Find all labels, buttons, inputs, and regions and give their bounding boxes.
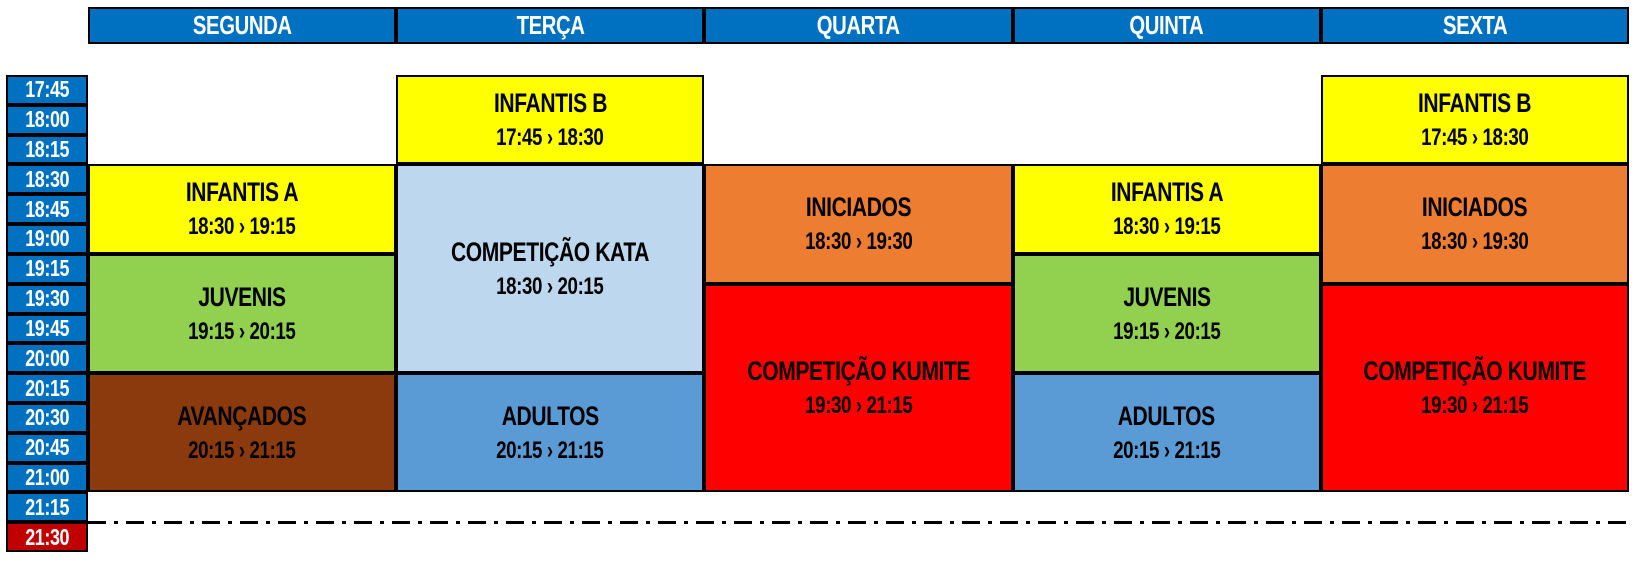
time-slot-20-00 bbox=[6, 343, 88, 373]
time-slot-20-45 bbox=[6, 433, 88, 463]
class-name: JUVENIS bbox=[198, 281, 286, 312]
class-time: 19:30 › 21:15 bbox=[804, 392, 913, 420]
class-time: 19:15 › 20:15 bbox=[188, 317, 296, 345]
class-time: 19:30 › 21:15 bbox=[1421, 392, 1529, 420]
time-slot-18-45 bbox=[6, 194, 88, 224]
class-block-quinta-infantis-a bbox=[1013, 164, 1321, 253]
class-name: AVANÇADOS bbox=[177, 400, 307, 431]
time-slot-label: 20:30 bbox=[25, 404, 69, 431]
day-header-sexta bbox=[1321, 7, 1629, 44]
class-block-sexta-iniciados bbox=[1321, 164, 1629, 283]
class-block-sexta-infantis-b bbox=[1321, 75, 1629, 164]
class-time: 18:30 › 19:30 bbox=[804, 228, 913, 256]
time-slot-label: 19:45 bbox=[25, 314, 69, 341]
time-slot-label: 17:45 bbox=[25, 76, 69, 103]
time-slot-21-15 bbox=[6, 492, 88, 522]
time-slot-label: 19:15 bbox=[25, 255, 69, 282]
time-slot-label: 21:15 bbox=[25, 493, 69, 520]
class-name: ADULTOS bbox=[1118, 400, 1216, 431]
class-time: 20:15 › 21:15 bbox=[188, 436, 296, 464]
day-header-terca bbox=[396, 7, 704, 44]
time-slot-18-00 bbox=[6, 105, 88, 135]
class-name: COMPETIÇÃO KUMITE bbox=[747, 356, 970, 387]
class-name: JUVENIS bbox=[1122, 281, 1211, 312]
class-name: INFANTIS B bbox=[1418, 87, 1532, 118]
time-slot-21-00 bbox=[6, 463, 88, 493]
time-slot-19-00 bbox=[6, 224, 88, 254]
time-slot-label: 21:00 bbox=[25, 463, 69, 490]
class-name: INFANTIS B bbox=[493, 87, 607, 118]
time-slot-label: 18:00 bbox=[25, 106, 69, 133]
class-time: 17:45 › 18:30 bbox=[496, 123, 604, 151]
day-header-quinta bbox=[1013, 7, 1321, 44]
time-slot-label: 20:45 bbox=[25, 434, 69, 461]
time-slot-label: 18:15 bbox=[25, 136, 69, 163]
class-name: INICIADOS bbox=[805, 192, 912, 223]
time-slot-21-30 bbox=[6, 522, 88, 552]
day-header-label: TERÇA bbox=[516, 10, 585, 40]
class-name: COMPETIÇÃO KUMITE bbox=[1363, 356, 1587, 387]
time-slot-19-15 bbox=[6, 254, 88, 284]
class-time: 20:15 › 21:15 bbox=[496, 436, 604, 464]
class-name: INFANTIS A bbox=[1110, 177, 1223, 208]
class-time: 20:15 › 21:15 bbox=[1113, 436, 1221, 464]
class-name: ADULTOS bbox=[501, 400, 599, 431]
time-slot-label: 19:30 bbox=[25, 285, 69, 312]
class-block-quinta-adultos bbox=[1013, 373, 1321, 492]
time-slot-20-30 bbox=[6, 403, 88, 433]
time-slot-18-15 bbox=[6, 135, 88, 165]
time-slot-label: 18:30 bbox=[25, 165, 69, 192]
day-header-quarta bbox=[704, 7, 1012, 44]
day-header-label: QUINTA bbox=[1129, 10, 1204, 40]
class-block-terca-competicao-kata bbox=[396, 164, 704, 373]
time-slot-19-45 bbox=[6, 314, 88, 344]
class-block-quinta-juvenis bbox=[1013, 254, 1321, 373]
class-block-quarta-competicao-kumite bbox=[704, 284, 1012, 493]
class-block-segunda-avancados bbox=[88, 373, 396, 492]
day-header-label: SEXTA bbox=[1442, 10, 1507, 40]
class-time: 18:30 › 19:15 bbox=[1113, 213, 1221, 241]
time-slot-label: 18:45 bbox=[25, 195, 69, 222]
class-block-quarta-iniciados bbox=[704, 164, 1012, 283]
time-slot-18-30 bbox=[6, 164, 88, 194]
schedule-end-dashed-line bbox=[88, 521, 1634, 524]
class-block-segunda-juvenis bbox=[88, 254, 396, 373]
class-name: COMPETIÇÃO KATA bbox=[451, 236, 650, 267]
class-time: 18:30 › 19:15 bbox=[188, 213, 296, 241]
class-time: 19:15 › 20:15 bbox=[1113, 317, 1221, 345]
time-slot-label: 19:00 bbox=[25, 225, 69, 252]
class-block-segunda-infantis-a bbox=[88, 164, 396, 253]
time-slot-label: 20:00 bbox=[25, 344, 69, 371]
time-slot-20-15 bbox=[6, 373, 88, 403]
class-time: 18:30 › 20:15 bbox=[496, 272, 604, 300]
class-name: INICIADOS bbox=[1422, 192, 1528, 223]
class-block-sexta-competicao-kumite bbox=[1321, 284, 1629, 493]
day-header-segunda bbox=[88, 7, 396, 44]
day-header-label: QUARTA bbox=[817, 10, 900, 40]
day-header-label: SEGUNDA bbox=[192, 10, 292, 40]
class-name: INFANTIS A bbox=[185, 177, 299, 208]
time-slot-label: 21:30 bbox=[25, 523, 69, 550]
class-block-terca-adultos bbox=[396, 373, 704, 492]
class-block-terca-infantis-b bbox=[396, 75, 704, 164]
class-time: 18:30 › 19:30 bbox=[1421, 228, 1529, 256]
class-time: 17:45 › 18:30 bbox=[1421, 123, 1529, 151]
time-slot-19-30 bbox=[6, 284, 88, 314]
time-slot-label: 20:15 bbox=[25, 374, 69, 401]
time-slot-17-45 bbox=[6, 75, 88, 105]
